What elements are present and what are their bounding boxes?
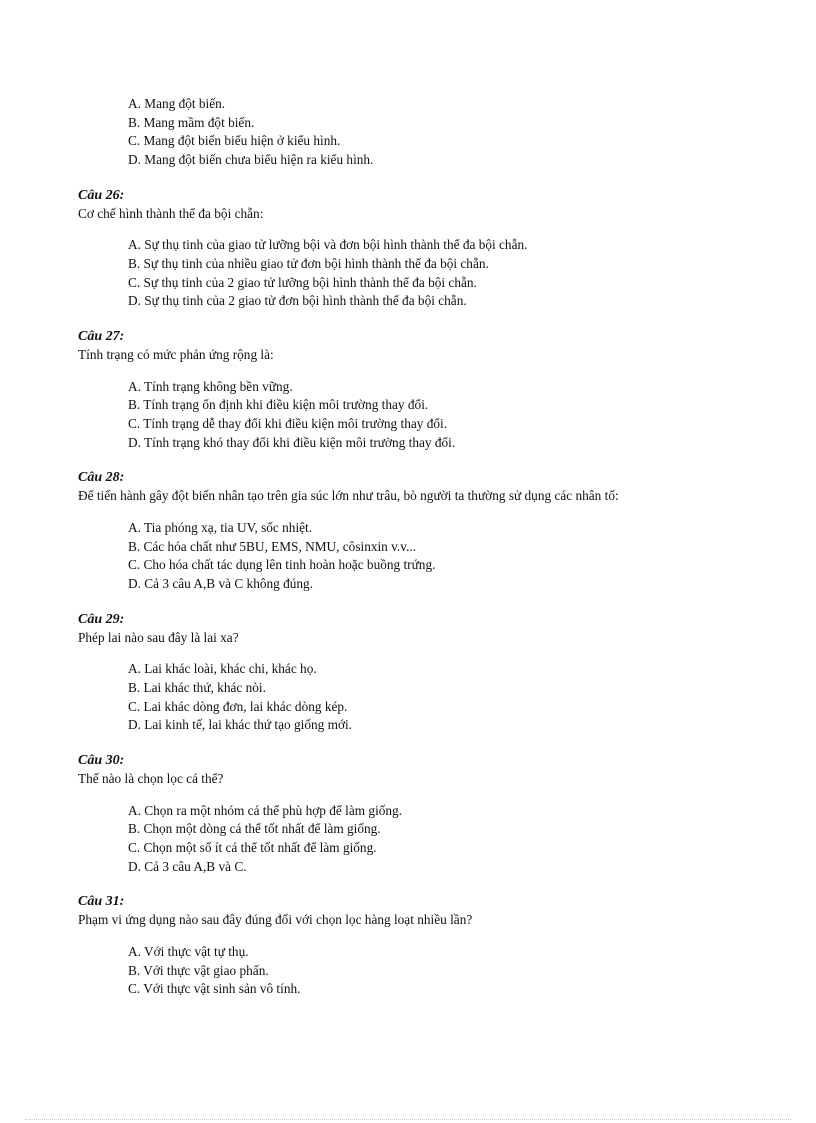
answer-option: B. Tính trạng ổn định khi điều kiện môi trường thay đổi. [128,397,429,413]
question-27 [78,328,778,452]
answer-option: A. Với thực vật tự thụ. [128,943,249,959]
answer-option: A. Lai khác loài, khác chi, khác họ. [128,661,317,677]
answer-option: B. Với thực vật giao phấn. [128,962,269,978]
page-content [78,95,778,999]
question-title: Câu 28: [78,470,125,486]
answer-option: A. Tính trạng không bền vững. [128,378,293,394]
answer-option: A. Sự thụ tinh của giao tử lưỡng bội và đơn bội hình thành thể đa bội chẵn. [128,237,528,253]
question-text: Để tiến hành gây đột biến nhân tạo trên gia súc lớn như trâu, bò người ta thường sử dụng các nhân tố: [78,488,619,504]
answer-option: B. Sự thụ tinh của nhiều giao tử đơn bội hình thành thể đa bội chẵn. [128,256,489,272]
question-text: Tính trạng có mức phản ứng rộng là: [78,347,274,363]
answer-options [128,660,778,735]
continued-answer-options [128,95,778,170]
answer-option: C. Với thực vật sinh sản vô tính. [128,981,301,997]
answer-option: B. Mang mầm đột biến. [128,114,255,130]
answer-option: A. Chọn ra một nhóm cá thể phù hợp để làm giống. [128,802,403,818]
question-title: Câu 30: [78,753,125,769]
answer-option: D. Cả 3 câu A,B và C. [128,858,247,874]
question-29 [78,611,778,735]
question-28 [78,469,778,593]
answer-option: D. Cả 3 câu A,B và C không đúng. [128,576,314,592]
question-text: Phạm vi ứng dụng nào sau đây đúng đối với chọn lọc hàng loạt nhiều lần? [78,912,473,928]
answer-option: C. Sự thụ tinh của 2 giao tử lưỡng bội hình thành thể đa bội chẵn. [128,274,477,290]
question-text: Phép lai nào sau đây là lai xa? [78,629,239,645]
question-title: Câu 31: [78,894,125,910]
answer-options [128,236,778,311]
question-31 [78,893,778,999]
answer-option: D. Sự thụ tinh của 2 giao tử đơn bội hình thành thể đa bội chẵn. [128,293,467,309]
answer-option: C. Chọn một số ít cá thể tốt nhất để làm giống. [128,839,377,855]
answer-options [128,378,778,453]
answer-option: B. Các hóa chất như 5BU, EMS, NMU, côsinxin v.v... [128,538,417,554]
answer-option: A. Mang đột biến. [128,96,226,111]
question-text: Thế nào là chọn lọc cá thể? [78,771,224,787]
answer-options [128,519,778,594]
answer-option: B. Lai khác thứ, khác nòi. [128,679,266,695]
answer-option: C. Cho hóa chất tác dụng lên tinh hoàn hoặc buồng trứng. [128,557,436,573]
answer-options [128,802,778,877]
question-title: Câu 27: [78,329,125,345]
answer-option: A. Tia phóng xạ, tia UV, sốc nhiệt. [128,519,313,535]
answer-option: C. Tính trạng dễ thay đổi khi điều kiện môi trường thay đổi. [128,416,448,432]
question-30 [78,752,778,876]
question-text: Cơ chế hình thành thể đa bội chẵn: [78,205,264,221]
question-26 [78,187,778,311]
answer-option: C. Mang đột biến biểu hiện ở kiểu hình. [128,133,341,149]
answer-option: D. Mang đột biến chưa biểu hiện ra kiểu hình. [128,152,374,168]
answer-option: D. Lai kinh tế, lai khác thứ tạo giống mới. [128,717,352,733]
answer-option: C. Lai khác dòng đơn, lai khác dòng kép. [128,698,348,714]
question-title: Câu 29: [78,611,125,627]
question-title: Câu 26: [78,187,125,203]
page-bottom-divider [25,1119,791,1120]
answer-options [128,943,778,999]
answer-option: D. Tính trạng khó thay đổi khi điều kiện môi trường thay đổi. [128,434,456,450]
answer-option: B. Chọn một dòng cá thể tốt nhất để làm giống. [128,821,381,837]
